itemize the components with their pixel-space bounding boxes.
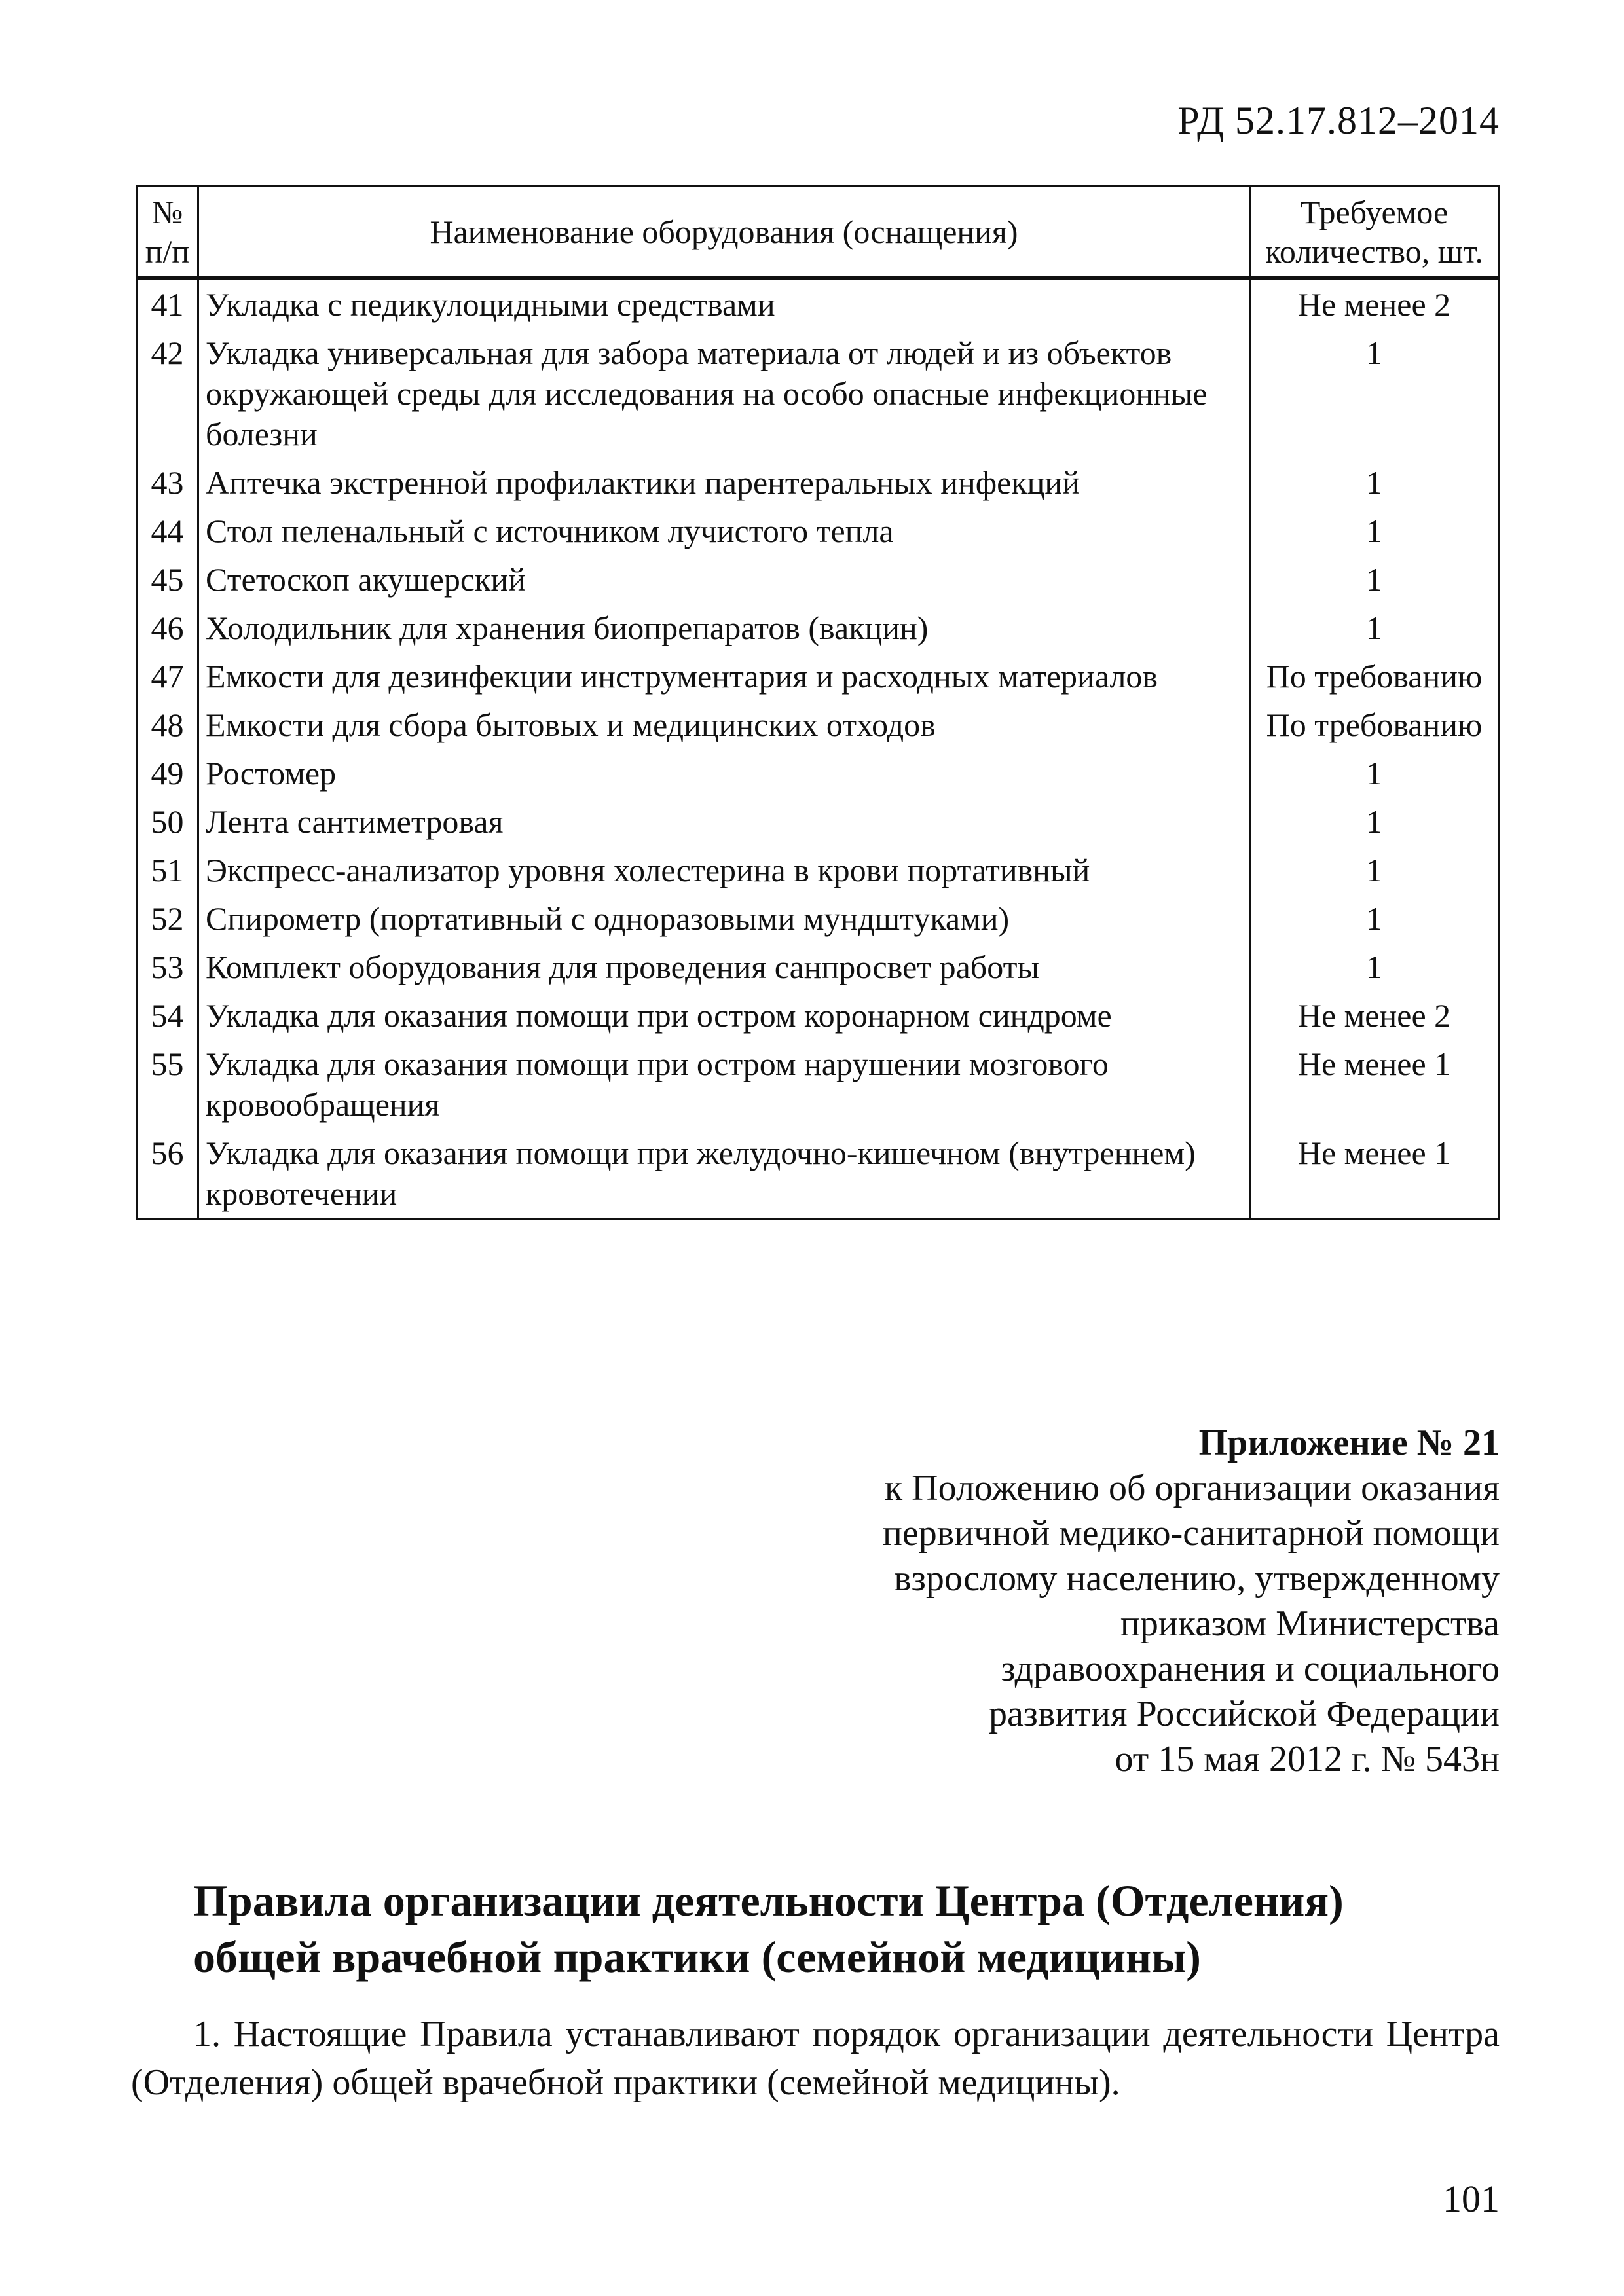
row-number-cell: 53 — [137, 943, 198, 991]
quantity-cell: 1 — [1250, 846, 1499, 894]
table-row — [137, 652, 1499, 701]
table-row — [137, 1129, 1499, 1219]
equipment-name-cell: Стол пеленальный с источником лучистого тепла — [198, 507, 1250, 555]
column-header-name: Наименование оборудования (оснащения) — [198, 187, 1250, 279]
quantity-cell: 1 — [1250, 894, 1499, 943]
appendix-line: к Положению об организации оказания — [884, 1468, 1500, 1508]
row-number-cell: 49 — [137, 749, 198, 797]
column-header-quantity: Требуемое количество, шт. — [1250, 187, 1499, 279]
equipment-name-cell: Укладка для оказания помощи при остром коронарном синдроме — [198, 991, 1250, 1040]
equipment-name-cell: Укладка для оказания помощи при остром нарушении мозгового кровообращения — [198, 1040, 1250, 1129]
appendix-line: здравоохранения и социального — [1001, 1649, 1500, 1689]
row-number-cell: 50 — [137, 797, 198, 846]
quantity-cell: Не менее 1 — [1250, 1129, 1499, 1219]
equipment-name-cell: Емкости для сбора бытовых и медицинских отходов — [198, 701, 1250, 749]
table-row — [137, 846, 1499, 894]
appendix-line: от 15 мая 2012 г. № 543н — [1115, 1739, 1500, 1779]
document-code: РД 52.17.812–2014 — [1177, 99, 1500, 142]
quantity-cell: 1 — [1250, 555, 1499, 604]
equipment-name-cell: Укладка с педикулоцидными средствами — [198, 278, 1250, 329]
row-number-cell: 42 — [137, 329, 198, 458]
quantity-cell: 1 — [1250, 507, 1499, 555]
table-row — [137, 1040, 1499, 1129]
quantity-cell: Не менее 2 — [1250, 991, 1499, 1040]
table-header-row — [137, 187, 1499, 279]
quantity-cell: 1 — [1250, 604, 1499, 652]
table-row — [137, 991, 1499, 1040]
equipment-name-cell: Ростомер — [198, 749, 1250, 797]
row-number-cell: 51 — [137, 846, 198, 894]
row-number-cell: 41 — [137, 278, 198, 329]
row-number-cell: 56 — [137, 1129, 198, 1219]
row-number-cell: 44 — [137, 507, 198, 555]
table-row — [137, 278, 1499, 329]
row-number-cell: 46 — [137, 604, 198, 652]
equipment-table — [136, 185, 1500, 1220]
equipment-name-cell: Экспресс-анализатор уровня холестерина в крови портативный — [198, 846, 1250, 894]
quantity-cell: Не менее 1 — [1250, 1040, 1499, 1129]
appendix-title: Приложение № 21 — [1198, 1423, 1500, 1463]
table-row — [137, 458, 1499, 507]
equipment-name-cell: Холодильник для хранения биопрепаратов (вакцин) — [198, 604, 1250, 652]
quantity-cell: 1 — [1250, 749, 1499, 797]
equipment-name-cell: Лента сантиметровая — [198, 797, 1250, 846]
quantity-cell: 1 — [1250, 943, 1499, 991]
table-row — [137, 555, 1499, 604]
appendix-line: приказом Министерства — [1120, 1603, 1500, 1644]
quantity-cell: По требованию — [1250, 652, 1499, 701]
quantity-cell: 1 — [1250, 797, 1499, 846]
quantity-cell: 1 — [1250, 329, 1499, 458]
appendix-line: развития Российской Федерации — [988, 1694, 1500, 1734]
table-row — [137, 329, 1499, 458]
table-row — [137, 604, 1499, 652]
quantity-cell: По требованию — [1250, 701, 1499, 749]
column-header-number: № п/п — [137, 187, 198, 279]
rules-paragraph: 1. Настоящие Правила устанавливают порядок организации деятельности Центра (Отделения) общей врачебной практики (семейной медицины). — [131, 2014, 1500, 2103]
row-number-cell: 48 — [137, 701, 198, 749]
table-row — [137, 749, 1499, 797]
row-number-cell: 45 — [137, 555, 198, 604]
table-row — [137, 943, 1499, 991]
row-number-cell: 52 — [137, 894, 198, 943]
equipment-name-cell: Емкости для дезинфекции инструментария и расходных материалов — [198, 652, 1250, 701]
table-row — [137, 701, 1499, 749]
equipment-name-cell: Укладка универсальная для забора материала от людей и из объектов окружающей среды для исследования на особо опасные инфекционные болезни — [198, 329, 1250, 458]
row-number-cell: 54 — [137, 991, 198, 1040]
table-row — [137, 507, 1499, 555]
row-number-cell: 55 — [137, 1040, 198, 1129]
appendix-line: взрослому населению, утвержденному — [894, 1558, 1500, 1599]
equipment-name-cell: Спирометр (портативный с одноразовыми мундштуками) — [198, 894, 1250, 943]
equipment-name-cell: Укладка для оказания помощи при желудочно-кишечном (внутреннем) кровотечении — [198, 1129, 1250, 1219]
row-number-cell: 43 — [137, 458, 198, 507]
equipment-name-cell: Комплект оборудования для проведения санпросвет работы — [198, 943, 1250, 991]
rules-title-line-2: общей врачебной практики (семейной медицины) — [193, 1932, 1201, 1982]
quantity-cell: Не менее 2 — [1250, 278, 1499, 329]
table-body — [137, 278, 1499, 1219]
rules-title-line-1: Правила организации деятельности Центра (Отделения) — [193, 1876, 1344, 1925]
appendix-block — [883, 1421, 1500, 1782]
page-number: 101 — [1443, 2178, 1500, 2220]
equipment-name-cell: Стетоскоп акушерский — [198, 555, 1250, 604]
equipment-name-cell: Аптечка экстренной профилактики парентеральных инфекций — [198, 458, 1250, 507]
appendix-line: первичной медико-санитарной помощи — [882, 1513, 1500, 1554]
table-row — [137, 797, 1499, 846]
row-number-cell: 47 — [137, 652, 198, 701]
table-row — [137, 894, 1499, 943]
quantity-cell: 1 — [1250, 458, 1499, 507]
rules-title — [193, 1872, 1503, 1985]
